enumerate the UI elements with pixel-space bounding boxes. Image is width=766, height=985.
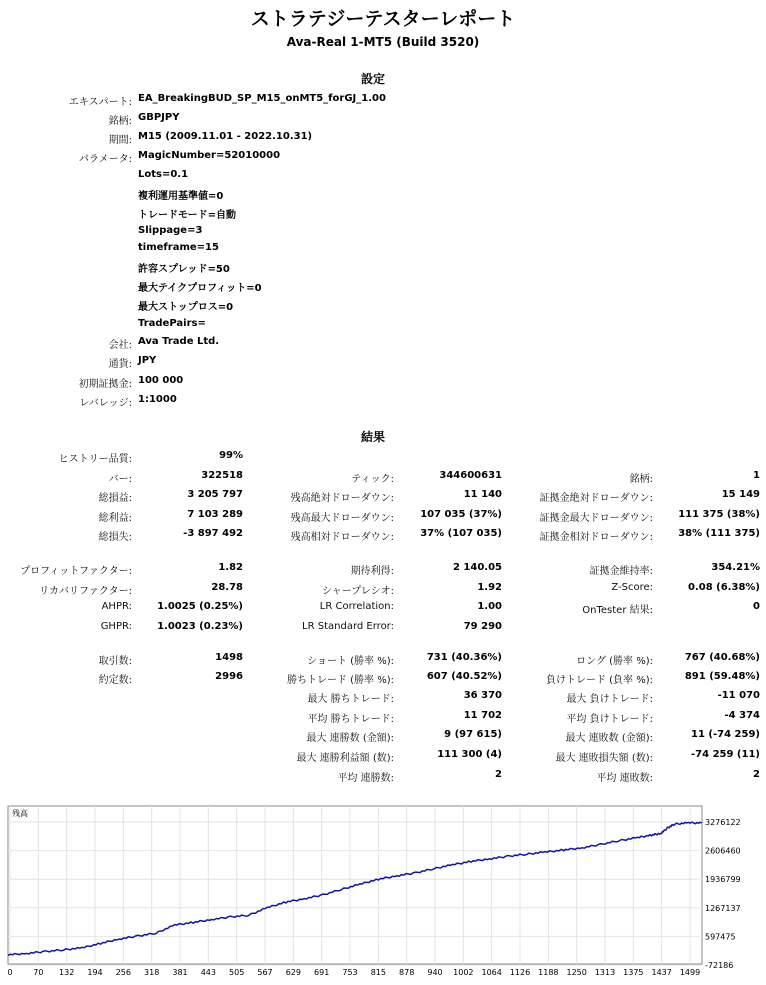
max-cons-lossamt-value: -74 259 (11) <box>691 749 760 760</box>
bars-label: バー: <box>108 474 132 485</box>
recovery-factor-label: リカバリファクター: <box>39 586 132 597</box>
param-item: timeframe=15 <box>138 242 219 253</box>
param-item: MagicNumber=52010000 <box>138 150 281 161</box>
x-tick-label: 1499 <box>679 968 701 977</box>
report-subtitle: Ava-Real 1-MT5 (Build 3520) <box>286 35 480 49</box>
param-item: 最大ストップロス=0 <box>138 302 234 313</box>
report-title: ストラテジーテスターレポート <box>250 8 516 30</box>
avg-win-value: 11 702 <box>463 710 502 721</box>
x-tick-label: 194 <box>87 968 103 977</box>
ahpr-value: 1.0025 (0.25%) <box>157 601 243 612</box>
param-item: トレードモード=自動 <box>138 210 236 221</box>
max-cons-losses-label: 最大 連敗数 (金額): <box>565 733 653 744</box>
params-label: パラメータ: <box>78 154 132 165</box>
deposit-value: 100 000 <box>138 375 184 386</box>
ticks-value: 344600631 <box>439 470 502 481</box>
y-tick-label: 597475 <box>705 932 736 942</box>
avg-loss-value: -4 374 <box>724 710 760 721</box>
equity-dd-abs-value: 15 149 <box>721 489 760 500</box>
loss-trades-label: 負けトレード (負率 %): <box>545 675 653 686</box>
sharpe-ratio-value: 1.92 <box>477 582 502 593</box>
x-tick-label: 1437 <box>651 968 672 977</box>
company-value: Ava Trade Ltd. <box>138 336 220 347</box>
profit-factor-label: プロフィットファクター: <box>20 566 132 577</box>
leverage-value: 1:1000 <box>138 394 177 405</box>
symbols-value: 1 <box>753 470 760 481</box>
short-trades-label: ショート (勝率 %): <box>307 656 394 667</box>
param-item: Slippage=3 <box>138 225 203 236</box>
margin-level-label: 証拠金維持率: <box>589 566 653 577</box>
long-trades-value: 767 (40.68%) <box>684 652 760 663</box>
equity-dd-max-value: 111 375 (38%) <box>678 509 760 520</box>
x-tick-label: 1064 <box>481 968 502 977</box>
avg-win-label: 平均 勝ちトレード: <box>307 714 394 725</box>
trades-label: 取引数: <box>98 656 132 667</box>
param-item: 許容スプレッド=50 <box>138 264 230 275</box>
max-loss-value: -11 070 <box>717 690 760 701</box>
deals-value: 2996 <box>215 671 243 682</box>
x-tick-label: 1375 <box>623 968 644 977</box>
x-tick-label: 1313 <box>594 968 616 977</box>
x-tick-label: 691 <box>314 968 330 977</box>
history-quality-label: ヒストリー品質: <box>58 454 132 465</box>
chart-title: 残高 <box>12 809 28 818</box>
x-tick-label: 629 <box>285 968 301 977</box>
ghpr-label: GHPR: <box>100 621 132 632</box>
max-cons-wins-value: 9 (97 615) <box>444 729 502 740</box>
net-profit-label: 総損益: <box>98 493 132 504</box>
x-tick-label: 132 <box>59 968 75 977</box>
y-tick-label: 2606460 <box>705 846 741 856</box>
equity-dd-max-label: 証拠金最大ドローダウン: <box>539 513 653 524</box>
x-tick-label: 70 <box>33 968 44 977</box>
win-trades-label: 勝ちトレード (勝率 %): <box>286 675 394 686</box>
max-cons-lossamt-label: 最大 連敗損失額 (数): <box>555 753 653 764</box>
deals-label: 約定数: <box>98 675 132 686</box>
profit-factor-value: 1.82 <box>218 562 243 573</box>
expected-payoff-value: 2 140.05 <box>452 562 502 573</box>
symbols-label: 銘柄: <box>629 474 653 485</box>
margin-level-value: 354.21% <box>711 562 760 573</box>
lr-correlation-value: 1.00 <box>477 601 502 612</box>
max-cons-profit-label: 最大 連勝利益額 (数): <box>296 753 394 764</box>
gross-loss-value: -3 897 492 <box>183 528 243 539</box>
max-loss-label: 最大 負けトレード: <box>566 694 653 705</box>
x-tick-label: 256 <box>115 968 131 977</box>
loss-trades-value: 891 (59.48%) <box>684 671 760 682</box>
expert-value: EA_BreakingBUD_SP_M15_onMT5_forGJ_1.00 <box>138 93 386 104</box>
recovery-factor-value: 28.78 <box>211 582 243 593</box>
y-tick-label: 1936799 <box>705 875 741 885</box>
avg-cons-wins-value: 2 <box>495 769 502 780</box>
period-value: M15 (2009.11.01 - 2022.10.31) <box>138 131 313 142</box>
balance-dd-max-label: 残高最大ドローダウン: <box>290 513 394 524</box>
max-cons-losses-value: 11 (-74 259) <box>691 729 760 740</box>
deposit-label: 初期証拠金: <box>78 379 132 390</box>
x-tick-label: 0 <box>7 968 13 977</box>
gross-profit-label: 総利益: <box>98 513 132 524</box>
x-tick-label: 318 <box>144 968 160 977</box>
max-win-label: 最大 勝ちトレード: <box>307 694 394 705</box>
lr-std-error-value: 79 290 <box>463 621 502 632</box>
leverage-label: レバレッジ: <box>79 398 132 409</box>
zscore-value: 0.08 (6.38%) <box>688 582 760 593</box>
x-tick-label: 753 <box>342 968 358 977</box>
param-item: 最大テイクプロフィット=0 <box>138 283 262 294</box>
balance-dd-abs-value: 11 140 <box>463 489 502 500</box>
trades-value: 1498 <box>215 652 243 663</box>
x-tick-label: 505 <box>229 968 245 977</box>
y-axis-ticks <box>705 818 741 970</box>
x-tick-label: 815 <box>370 968 386 977</box>
currency-label: 通貨: <box>108 359 132 370</box>
avg-loss-label: 平均 負けトレード: <box>566 714 653 725</box>
settings-heading: 設定 <box>360 72 385 86</box>
y-tick-label: -72186 <box>705 961 734 970</box>
company-label: 会社: <box>108 340 132 351</box>
sharpe-ratio-label: シャープレシオ: <box>321 586 394 597</box>
ahpr-label: AHPR: <box>101 601 132 612</box>
avg-cons-losses-label: 平均 連敗数: <box>596 773 653 784</box>
x-axis-ticks <box>7 968 700 977</box>
symbol-value: GBPJPY <box>138 112 180 123</box>
x-tick-label: 1188 <box>538 968 559 977</box>
x-tick-label: 940 <box>427 968 443 977</box>
gross-loss-label: 総損失: <box>98 532 132 543</box>
max-cons-profit-value: 111 300 (4) <box>437 749 502 760</box>
balance-chart <box>0 800 766 985</box>
currency-value: JPY <box>138 355 157 366</box>
x-tick-label: 878 <box>399 968 415 977</box>
x-tick-label: 1002 <box>453 968 474 977</box>
y-tick-label: 1267137 <box>705 903 741 913</box>
avg-cons-wins-label: 平均 連勝数: <box>337 773 394 784</box>
avg-cons-losses-value: 2 <box>753 769 760 780</box>
symbol-label: 銘柄: <box>108 116 132 127</box>
history-quality-value: 99% <box>219 450 243 461</box>
equity-dd-abs-label: 証拠金絶対ドローダウン: <box>539 493 653 504</box>
gross-profit-value: 7 103 289 <box>187 509 243 520</box>
ontester-value: 0 <box>753 601 760 612</box>
ontester-label: OnTester 結果: <box>582 605 653 616</box>
balance-dd-rel-value: 37% (107 035) <box>420 528 502 539</box>
period-label: 期間: <box>108 135 132 146</box>
max-win-value: 36 370 <box>463 690 502 701</box>
lr-correlation-label: LR Correlation: <box>319 601 394 612</box>
param-item: Lots=0.1 <box>138 169 189 180</box>
ticks-label: ティック: <box>351 474 394 485</box>
zscore-label: Z-Score: <box>611 582 653 593</box>
x-tick-label: 1250 <box>566 968 587 977</box>
param-item: 複利運用基準値=0 <box>138 191 224 202</box>
equity-dd-rel-label: 証拠金相対ドローダウン: <box>539 532 653 543</box>
lr-std-error-label: LR Standard Error: <box>302 621 394 632</box>
expected-payoff-label: 期待利得: <box>350 566 394 577</box>
ghpr-value: 1.0023 (0.23%) <box>157 621 243 632</box>
y-tick-label: 3276122 <box>705 818 741 827</box>
win-trades-value: 607 (40.52%) <box>426 671 502 682</box>
x-tick-label: 381 <box>172 968 188 977</box>
x-tick-label: 443 <box>200 968 216 977</box>
param-item: TradePairs= <box>138 318 206 329</box>
balance-dd-rel-label: 残高相対ドローダウン: <box>290 532 394 543</box>
expert-label: エキスパート: <box>68 97 132 108</box>
results-heading: 結果 <box>360 430 385 444</box>
short-trades-value: 731 (40.36%) <box>426 652 502 663</box>
net-profit-value: 3 205 797 <box>187 489 243 500</box>
x-tick-label: 1126 <box>509 968 531 977</box>
long-trades-label: ロング (勝率 %): <box>576 656 653 667</box>
x-tick-label: 567 <box>257 968 273 977</box>
balance-dd-max-value: 107 035 (37%) <box>420 509 502 520</box>
balance-dd-abs-label: 残高絶対ドローダウン: <box>290 493 394 504</box>
max-cons-wins-label: 最大 連勝数 (金額): <box>306 733 394 744</box>
equity-dd-rel-value: 38% (111 375) <box>678 528 760 539</box>
bars-value: 322518 <box>201 470 243 481</box>
